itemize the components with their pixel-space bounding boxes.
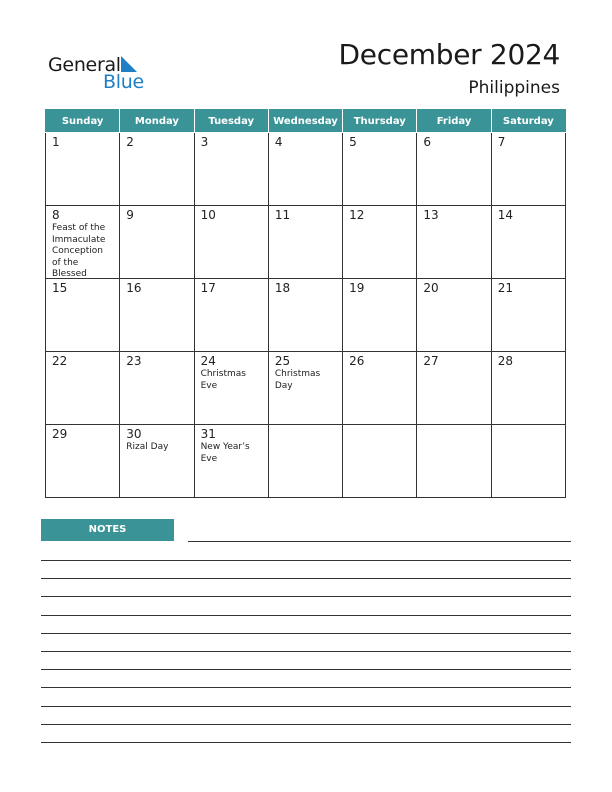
calendar-day-cell	[46, 425, 120, 498]
day-number: 20	[423, 281, 439, 295]
calendar-week-row	[46, 425, 566, 498]
calendar-day-cell	[491, 206, 565, 279]
calendar-day-cell	[268, 206, 342, 279]
calendar-day-cell	[268, 352, 342, 425]
day-number: 29	[52, 427, 68, 441]
calendar-day-cell	[46, 206, 120, 279]
day-number: 5	[349, 135, 357, 149]
calendar-day-cell	[343, 279, 417, 352]
holiday-label: Rizal Day	[126, 442, 169, 452]
day-number: 17	[200, 281, 216, 295]
calendar-grid	[45, 109, 566, 498]
notes-line	[41, 596, 571, 597]
calendar-day-cell	[268, 279, 342, 352]
day-number: 21	[497, 281, 513, 295]
calendar-day-cell	[491, 133, 565, 206]
notes-line	[41, 687, 571, 688]
calendar-day-cell	[417, 206, 491, 279]
day-number: 27	[423, 354, 439, 368]
weekday-header: Tuesday	[194, 110, 268, 133]
day-number: 9	[126, 208, 134, 222]
calendar-day-cell	[417, 425, 491, 498]
calendar-day-cell	[120, 133, 194, 206]
notes-line	[41, 651, 571, 652]
notes-line	[41, 560, 571, 561]
day-number: 31	[200, 427, 216, 441]
calendar-day-cell	[491, 352, 565, 425]
notes-line	[41, 742, 571, 743]
weekday-header: Sunday	[46, 110, 120, 133]
day-number: 12	[349, 208, 365, 222]
calendar-day-cell	[417, 133, 491, 206]
day-number: 3	[200, 135, 209, 149]
weekday-header: Friday	[417, 110, 491, 133]
country-label: Philippines	[468, 78, 560, 98]
day-number: 18	[274, 281, 291, 295]
calendar-day-cell	[268, 425, 342, 498]
notes-line	[41, 724, 571, 725]
day-number: 19	[349, 281, 365, 295]
notes-header: NOTES	[41, 519, 174, 541]
day-number: 22	[52, 354, 68, 368]
calendar-week-row	[46, 279, 566, 352]
calendar-day-cell	[46, 279, 120, 352]
day-number: 10	[200, 208, 216, 222]
day-number: 30	[126, 427, 142, 441]
day-number: 15	[52, 281, 68, 295]
day-number: 11	[274, 208, 291, 222]
holiday-label: Christmas Eve	[200, 369, 246, 391]
day-number: 14	[497, 208, 513, 222]
calendar-day-cell	[491, 425, 565, 498]
notes-line	[41, 578, 571, 579]
weekday-header: Monday	[120, 110, 194, 133]
calendar-week-row	[46, 352, 566, 425]
notes-line	[41, 706, 571, 707]
calendar-day-cell	[194, 206, 268, 279]
holiday-label: Feast of the Immaculate Conception of the Blessed	[52, 223, 106, 277]
logo-word-general: General	[48, 54, 121, 76]
calendar-day-cell	[194, 425, 268, 498]
notes-line	[188, 541, 571, 542]
day-number: 8	[52, 208, 60, 222]
day-number: 23	[126, 354, 142, 368]
calendar-day-cell	[120, 206, 194, 279]
day-number: 26	[349, 354, 365, 368]
day-number: 1	[52, 135, 60, 149]
day-number: 25	[274, 354, 291, 368]
weekday-header: Thursday	[343, 110, 417, 133]
day-number: 16	[126, 281, 142, 295]
notes-line	[41, 615, 571, 616]
day-number: 6	[423, 135, 432, 149]
weekday-header-row	[46, 110, 566, 133]
calendar-day-cell	[417, 352, 491, 425]
calendar-week-row	[46, 206, 566, 279]
calendar-day-cell	[491, 279, 565, 352]
calendar-day-cell	[120, 425, 194, 498]
calendar-day-cell	[343, 133, 417, 206]
calendar-day-cell	[120, 279, 194, 352]
day-number: 13	[423, 208, 439, 222]
logo-word-blue: Blue	[103, 71, 144, 93]
calendar-day-cell	[343, 352, 417, 425]
day-number: 4	[274, 135, 283, 149]
generalblue-logo	[48, 52, 148, 92]
notes-line	[41, 669, 571, 670]
holiday-label: New Year’s Eve	[200, 442, 250, 464]
day-number: 7	[497, 135, 506, 149]
calendar-day-cell	[343, 206, 417, 279]
weekday-header: Wednesday	[268, 110, 342, 133]
notes-line	[41, 633, 571, 634]
calendar-day-cell	[343, 425, 417, 498]
calendar-week-row	[46, 133, 566, 206]
day-number: 28	[497, 354, 513, 368]
calendar-day-cell	[194, 352, 268, 425]
holiday-label: Christmas Day	[274, 369, 321, 391]
calendar-day-cell	[194, 133, 268, 206]
page-title: December 2024	[338, 38, 560, 71]
calendar-day-cell	[268, 133, 342, 206]
calendar-day-cell	[120, 352, 194, 425]
day-number: 24	[200, 354, 216, 368]
calendar-day-cell	[194, 279, 268, 352]
logo-triangle-icon	[121, 56, 141, 72]
calendar-day-cell	[46, 133, 120, 206]
calendar-day-cell	[46, 352, 120, 425]
day-number: 2	[126, 135, 134, 149]
weekday-header: Saturday	[491, 110, 565, 133]
calendar-day-cell	[417, 279, 491, 352]
